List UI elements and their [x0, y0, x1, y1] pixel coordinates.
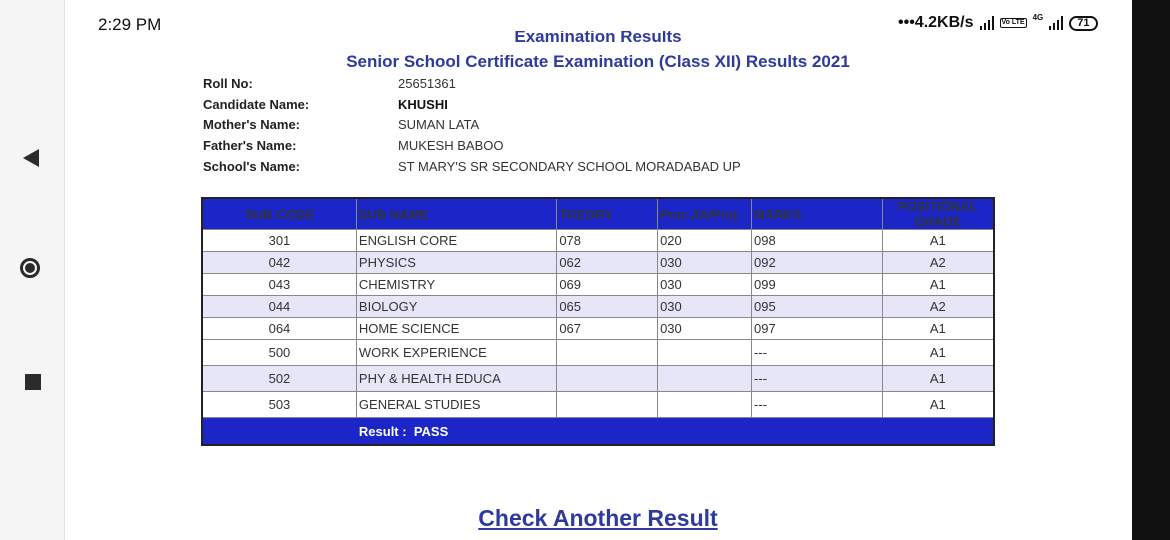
table-row — [202, 252, 994, 274]
sub-code: 044 — [202, 296, 356, 318]
practical: 030 — [658, 274, 752, 296]
sub-name: PHYSICS — [356, 252, 556, 274]
table-row — [202, 318, 994, 340]
column-header: Prac./IA/Proj. — [658, 198, 752, 230]
check-another-result-link[interactable]: Check Another Result — [478, 505, 718, 531]
practical: 020 — [658, 230, 752, 252]
table-row — [202, 366, 994, 392]
sub-name: GENERAL STUDIES — [356, 392, 556, 418]
table-header — [202, 198, 994, 230]
info-value: KHUSHI — [398, 96, 448, 112]
marks: 098 — [752, 230, 883, 252]
table-row — [202, 296, 994, 318]
status-icons — [898, 14, 1098, 32]
back-icon[interactable] — [23, 149, 39, 167]
recent-apps-icon[interactable] — [25, 374, 41, 390]
grade: A2 — [882, 252, 994, 274]
info-label: Mother's Name: — [203, 117, 300, 133]
theory: 078 — [557, 230, 658, 252]
status-time: 2:29 PM — [98, 15, 162, 34]
table-row — [202, 392, 994, 418]
column-header: SUB NAME — [356, 198, 556, 230]
sub-code: 301 — [202, 230, 356, 252]
marks: --- — [752, 366, 883, 392]
marks: --- — [752, 340, 883, 366]
network-speed: •••4.2KB/s — [898, 14, 974, 31]
result-cell — [356, 418, 994, 446]
info-value: 25651361 — [398, 76, 456, 91]
marks: 099 — [752, 274, 883, 296]
column-header: THEORY — [557, 198, 658, 230]
table-row — [202, 340, 994, 366]
practical: 030 — [658, 318, 752, 340]
theory — [557, 340, 658, 366]
heading-partial: Examination Results — [514, 31, 682, 45]
marks: 092 — [752, 252, 883, 274]
info-label: Roll No: — [203, 76, 253, 91]
theory: 067 — [557, 318, 658, 340]
info-value: SUMAN LATA — [398, 117, 480, 133]
theory: 069 — [557, 274, 658, 296]
sub-code: 042 — [202, 252, 356, 274]
grade: A1 — [882, 366, 994, 392]
practical — [658, 340, 752, 366]
grade: A1 — [882, 230, 994, 252]
marks: 097 — [752, 318, 883, 340]
sub-name: PHY & HEALTH EDUCA — [356, 366, 556, 392]
grade: A1 — [882, 318, 994, 340]
sub-code: 502 — [202, 366, 356, 392]
signal-icon-2 — [1049, 16, 1063, 30]
android-nav-bar — [0, 0, 65, 540]
screen-edge — [1132, 0, 1170, 540]
sub-name: CHEMISTRY — [356, 274, 556, 296]
marks: --- — [752, 392, 883, 418]
table-row — [202, 230, 994, 252]
sub-code: 043 — [202, 274, 356, 296]
table-row — [202, 274, 994, 296]
info-value: ST MARY'S SR SECONDARY SCHOOL MORADABAD UP — [398, 158, 741, 174]
column-header: POSITIONAL GRADE — [882, 198, 994, 230]
info-label: Father's Name: — [203, 138, 297, 154]
grade: A1 — [882, 340, 994, 366]
grade: A2 — [882, 296, 994, 318]
column-header: MARKS — [752, 198, 883, 230]
column-header: SUB CODE — [202, 198, 356, 230]
page-title: Senior School Certificate Examination (Class XII) Results 2021 — [346, 52, 850, 71]
info-value: MUKESH BABOO — [398, 138, 504, 154]
result-row — [202, 418, 994, 446]
practical — [658, 366, 752, 392]
result-spacer — [202, 418, 356, 446]
signal-icon — [980, 16, 994, 30]
volte-icon: Vo LTE — [1001, 19, 1025, 26]
practical: 030 — [658, 252, 752, 274]
network-type: 4G — [1032, 13, 1044, 22]
sub-name: HOME SCIENCE — [356, 318, 556, 340]
sub-code: 503 — [202, 392, 356, 418]
info-label: School's Name: — [203, 158, 301, 174]
battery-icon: 71 — [1069, 16, 1097, 31]
practical: 030 — [658, 296, 752, 318]
sub-name: ENGLISH CORE — [356, 230, 556, 252]
sub-name: WORK EXPERIENCE — [356, 340, 556, 366]
info-label: Candidate Name: — [203, 96, 310, 112]
result-value: PASS — [413, 423, 449, 439]
sub-name: BIOLOGY — [356, 296, 556, 318]
sub-code: 064 — [202, 318, 356, 340]
grade: A1 — [882, 392, 994, 418]
sub-code: 500 — [202, 340, 356, 366]
theory: 065 — [557, 296, 658, 318]
result-label: Result : — [358, 423, 407, 439]
theory: 062 — [557, 252, 658, 274]
results-table — [201, 197, 995, 446]
home-icon[interactable] — [20, 258, 40, 278]
theory — [557, 366, 658, 392]
theory — [557, 392, 658, 418]
practical — [658, 392, 752, 418]
marks: 095 — [752, 296, 883, 318]
grade: A1 — [882, 274, 994, 296]
